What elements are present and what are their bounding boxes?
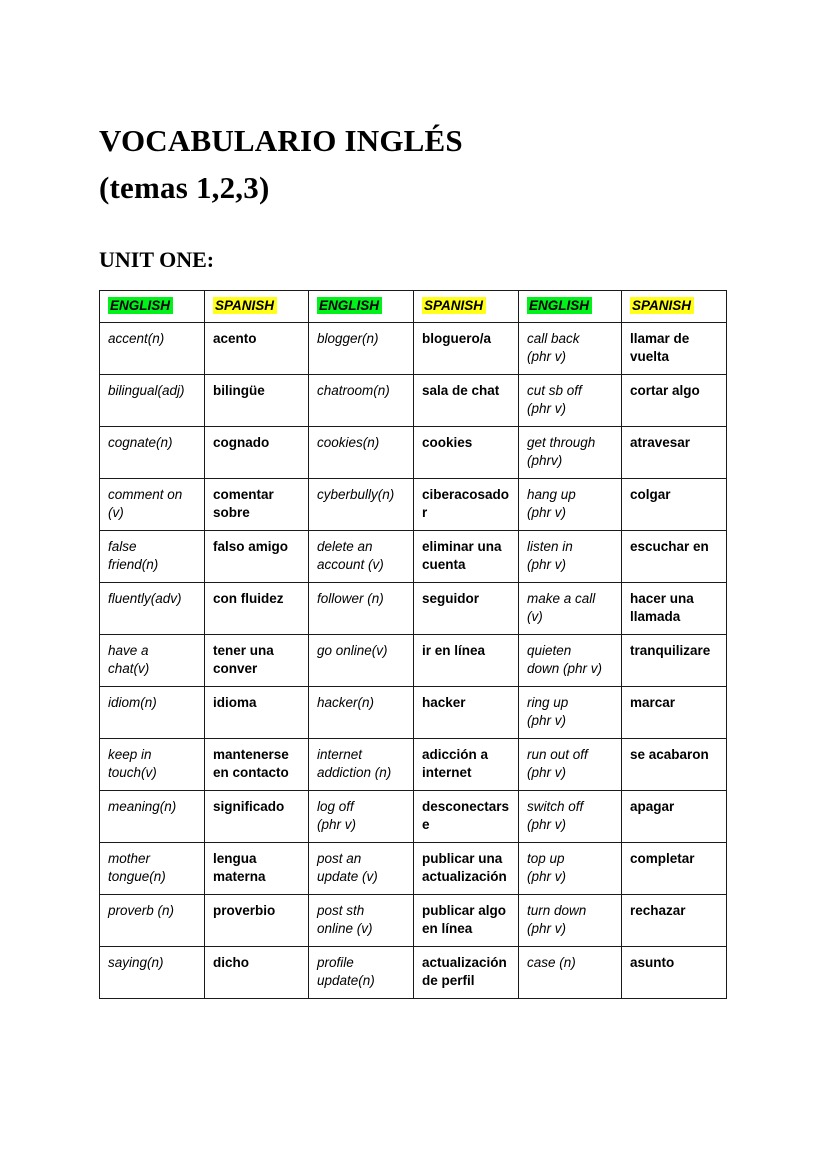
table-row <box>100 738 727 790</box>
english-term-cell: cookies(n) <box>309 426 414 478</box>
english-term-cell: go online(v) <box>309 634 414 686</box>
english-term-cell: make a call (v) <box>519 582 622 634</box>
english-term-cell: follower (n) <box>309 582 414 634</box>
spanish-term-cell: se acabaron <box>622 738 727 790</box>
spanish-term-cell: asunto <box>622 946 727 998</box>
page-title-line-2: (temas 1,2,3) <box>99 169 270 205</box>
column-header-spanish-4 <box>414 291 519 323</box>
column-header-spanish-6 <box>622 291 727 323</box>
english-term-cell: internet addiction (n) <box>309 738 414 790</box>
column-header-label: SPANISH <box>630 297 694 314</box>
english-term-cell: top up (phr v) <box>519 842 622 894</box>
table-row <box>100 894 727 946</box>
english-term-cell: hacker(n) <box>309 686 414 738</box>
spanish-term-cell: sala de chat <box>414 374 519 426</box>
spanish-term-cell: eliminar una cuenta <box>414 530 519 582</box>
english-term-cell: have a chat(v) <box>100 634 205 686</box>
english-term-cell: get through (phrv) <box>519 426 622 478</box>
spanish-term-cell: dicho <box>205 946 309 998</box>
spanish-term-cell: publicar una actualización <box>414 842 519 894</box>
spanish-term-cell: hacker <box>414 686 519 738</box>
spanish-term-cell: cognado <box>205 426 309 478</box>
english-term-cell: call back (phr v) <box>519 322 622 374</box>
spanish-term-cell: publicar algo en línea <box>414 894 519 946</box>
english-term-cell: mother tongue(n) <box>100 842 205 894</box>
spanish-term-cell: rechazar <box>622 894 727 946</box>
column-header-spanish-2 <box>205 291 309 323</box>
english-term-cell: delete an account (v) <box>309 530 414 582</box>
english-term-cell: switch off (phr v) <box>519 790 622 842</box>
column-header-english-1 <box>100 291 205 323</box>
spanish-term-cell: hacer una llamada <box>622 582 727 634</box>
table-row <box>100 530 727 582</box>
table-row <box>100 790 727 842</box>
column-header-english-5 <box>519 291 622 323</box>
english-term-cell: run out off (phr v) <box>519 738 622 790</box>
spanish-term-cell: tener una conver <box>205 634 309 686</box>
english-term-cell: post an update (v) <box>309 842 414 894</box>
english-term-cell: case (n) <box>519 946 622 998</box>
english-term-cell: ring up (phr v) <box>519 686 622 738</box>
spanish-term-cell: colgar <box>622 478 727 530</box>
english-term-cell: meaning(n) <box>100 790 205 842</box>
column-header-label: ENGLISH <box>108 297 173 314</box>
unit-heading: UNIT ONE: <box>99 247 215 273</box>
spanish-term-cell: actualización de perfil <box>414 946 519 998</box>
english-term-cell: fluently(adv) <box>100 582 205 634</box>
spanish-term-cell: desconectarse <box>414 790 519 842</box>
page-title <box>99 117 739 211</box>
english-term-cell: quieten down (phr v) <box>519 634 622 686</box>
english-term-cell: false friend(n) <box>100 530 205 582</box>
english-term-cell: post sth online (v) <box>309 894 414 946</box>
table-row <box>100 686 727 738</box>
table-row <box>100 946 727 998</box>
spanish-term-cell: con fluidez <box>205 582 309 634</box>
spanish-term-cell: tranquilizare <box>622 634 727 686</box>
spanish-term-cell: lengua materna <box>205 842 309 894</box>
spanish-term-cell: idioma <box>205 686 309 738</box>
english-term-cell: cut sb off (phr v) <box>519 374 622 426</box>
english-term-cell: cyberbully(n) <box>309 478 414 530</box>
spanish-term-cell: proverbio <box>205 894 309 946</box>
english-term-cell: log off (phr v) <box>309 790 414 842</box>
english-term-cell: listen in (phr v) <box>519 530 622 582</box>
english-term-cell: accent(n) <box>100 322 205 374</box>
vocabulary-table <box>99 290 727 999</box>
table-row <box>100 634 727 686</box>
spanish-term-cell: comentar sobre <box>205 478 309 530</box>
spanish-term-cell: cookies <box>414 426 519 478</box>
spanish-term-cell: ciberacosador <box>414 478 519 530</box>
column-header-label: ENGLISH <box>527 297 592 314</box>
spanish-term-cell: completar <box>622 842 727 894</box>
spanish-term-cell: bilingüe <box>205 374 309 426</box>
spanish-term-cell: llamar de vuelta <box>622 322 727 374</box>
english-term-cell: keep in touch(v) <box>100 738 205 790</box>
english-term-cell: profile update(n) <box>309 946 414 998</box>
english-term-cell: chatroom(n) <box>309 374 414 426</box>
page-title-line-1: VOCABULARIO INGLÉS <box>99 122 463 158</box>
english-term-cell: bilingual(adj) <box>100 374 205 426</box>
spanish-term-cell: cortar algo <box>622 374 727 426</box>
english-term-cell: proverb (n) <box>100 894 205 946</box>
vocabulary-table-body <box>100 291 727 999</box>
column-header-label: ENGLISH <box>317 297 382 314</box>
table-header-row <box>100 291 727 323</box>
spanish-term-cell: apagar <box>622 790 727 842</box>
table-row <box>100 478 727 530</box>
english-term-cell: blogger(n) <box>309 322 414 374</box>
spanish-term-cell: acento <box>205 322 309 374</box>
english-term-cell: turn down (phr v) <box>519 894 622 946</box>
spanish-term-cell: significado <box>205 790 309 842</box>
table-row <box>100 842 727 894</box>
english-term-cell: saying(n) <box>100 946 205 998</box>
english-term-cell: idiom(n) <box>100 686 205 738</box>
spanish-term-cell: falso amigo <box>205 530 309 582</box>
column-header-label: SPANISH <box>213 297 277 314</box>
english-term-cell: cognate(n) <box>100 426 205 478</box>
english-term-cell: comment on (v) <box>100 478 205 530</box>
table-row <box>100 582 727 634</box>
table-row <box>100 322 727 374</box>
spanish-term-cell: bloguero/a <box>414 322 519 374</box>
spanish-term-cell: marcar <box>622 686 727 738</box>
column-header-english-3 <box>309 291 414 323</box>
spanish-term-cell: mantenerse en contacto <box>205 738 309 790</box>
spanish-term-cell: adicción a internet <box>414 738 519 790</box>
spanish-term-cell: seguidor <box>414 582 519 634</box>
table-row <box>100 426 727 478</box>
spanish-term-cell: escuchar en <box>622 530 727 582</box>
column-header-label: SPANISH <box>422 297 486 314</box>
english-term-cell: hang up (phr v) <box>519 478 622 530</box>
spanish-term-cell: ir en línea <box>414 634 519 686</box>
spanish-term-cell: atravesar <box>622 426 727 478</box>
table-row <box>100 374 727 426</box>
